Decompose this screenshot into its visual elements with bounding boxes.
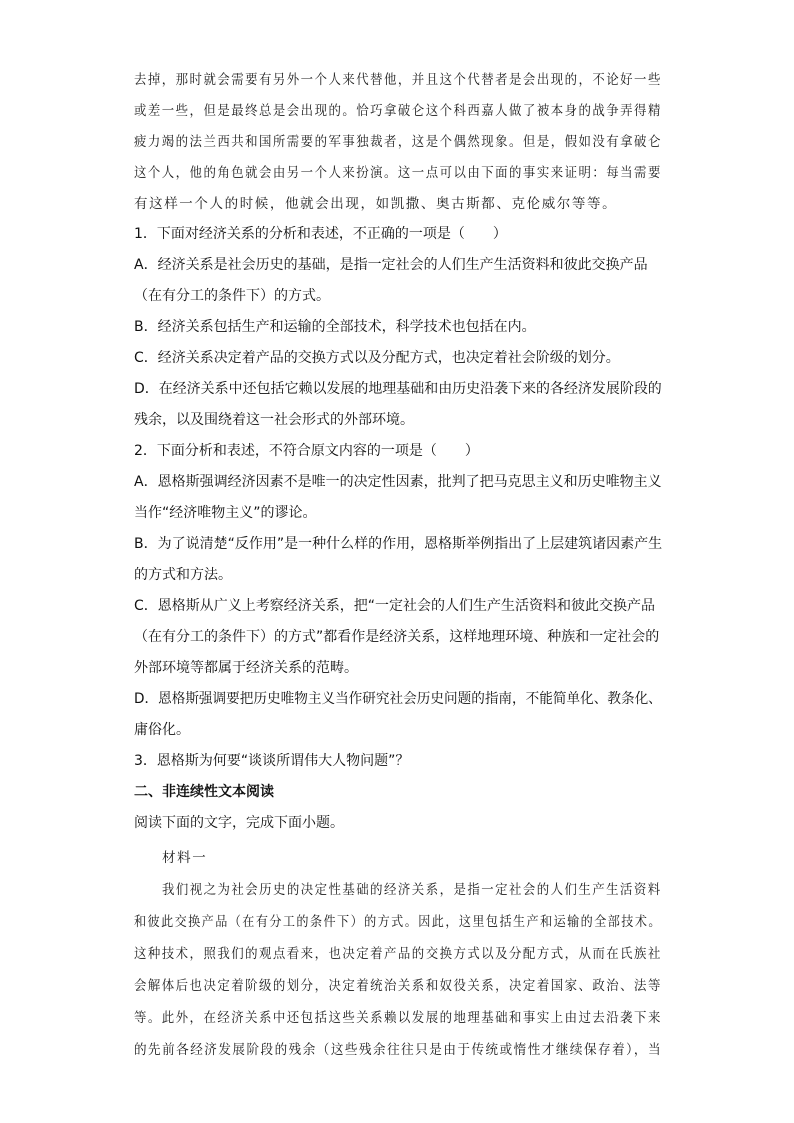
paragraph-line: 疲力竭的法兰西共和国所需要的军事独裁者，这是个偶然现象。但是，假如没有拿破仑 <box>134 134 662 150</box>
question-2-option-d: D．恩格斯强调要把历史唯物主义当作研究社会历史问题的指南，不能简单化、教条化、 <box>134 691 662 707</box>
question-1-stem: 1．下面对经济关系的分析和表述，不正确的一项是（ ） <box>134 226 507 242</box>
material-line: 这种技术，照我们的观点看来，也决定着产品的交换方式以及分配方式，从而在氏族社 <box>134 946 662 962</box>
question-1-option-d-cont: 残余，以及围绕着这一社会形式的外部环境。 <box>134 412 414 428</box>
section-heading: 二、非连续性文本阅读 <box>134 784 274 800</box>
paragraph-line: 或差一些，但是最终总是会出现的。恰巧拿破仑这个科西嘉人做了被本身的战争弄得精 <box>134 103 662 119</box>
question-2-option-b-cont: 的方式和方法。 <box>134 567 232 583</box>
question-2-option-a: A．恩格斯强调经济因素不是唯一的决定性因素，批判了把马克思主义和历史唯物主义 <box>134 474 662 490</box>
question-2-option-c-cont2: 外部环境等都属于经济关系的范畴。 <box>134 660 358 676</box>
question-2-option-d-cont: 庸俗化。 <box>134 722 190 738</box>
question-2-option-c-cont: （在有分工的条件下）的方式”都看作是经济关系，这样地理环境、种族和一定社会的 <box>134 629 660 645</box>
material-line: 等。此外，在经济关系中还包括这些关系赖以发展的地理基础和事实上由过去沿袭下来 <box>134 1010 662 1026</box>
question-2-option-a-cont: 当作“经济唯物主义”的谬论。 <box>134 505 317 521</box>
question-2-option-c: C．恩格斯从广义上考察经济关系，把“一定社会的人们生产生活资料和彼此交换产品 <box>134 598 656 614</box>
material-label: 材料一 <box>162 850 208 866</box>
question-1-option-b: B．经济关系包括生产和运输的全部技术，科学技术也包括在内。 <box>134 319 536 335</box>
paragraph-line: 这个人，他的角色就会由另一个人来扮演。这一点可以由下面的事实来证明：每当需要 <box>134 165 662 181</box>
question-1-option-c: C．经济关系决定着产品的交换方式以及分配方式，也决定着社会阶级的划分。 <box>134 350 620 366</box>
question-1-option-a-cont: （在有分工的条件下）的方式。 <box>134 288 330 304</box>
material-line: 我们视之为社会历史的决定性基础的经济关系，是指一定社会的人们生产生活资料 <box>162 882 662 898</box>
material-line: 和彼此交换产品（在有分工的条件下）的方式。因此，这里包括生产和运输的全部技术。 <box>134 914 662 930</box>
question-1-option-a: A．经济关系是社会历史的基础，是指一定社会的人们生产生活资料和彼此交换产品 <box>134 257 648 273</box>
question-3-stem: 3．恩格斯为何要“谈谈所谓伟大人物问题”？ <box>134 753 410 769</box>
paragraph-line: 有这样一个人的时候，他就会出现，如凯撒、奥古斯都、克伦威尔等等。 <box>134 196 618 212</box>
instruction-text: 阅读下面的文字，完成下面小题。 <box>134 815 344 831</box>
question-1-option-d: D．在经济关系中还包括它赖以发展的地理基础和由历史沿袭下来的各经济发展阶段的 <box>134 381 662 397</box>
material-line: 会解体后也决定着阶级的划分，决定着统治关系和奴役关系，决定着国家、政治、法等 <box>134 978 662 994</box>
question-2-stem: 2．下面分析和表述，不符合原文内容的一项是（ ） <box>134 443 479 459</box>
material-line: 的先前各经济发展阶段的残余（这些残余往往只是由于传统或惰性才继续保存着），当 <box>134 1042 663 1058</box>
question-2-option-b: B．为了说清楚“反作用”是一种什么样的作用，恩格斯举例指出了上层建筑诸因素产生 <box>134 536 663 552</box>
paragraph-line: 去掉，那时就会需要有另外一个人来代替他，并且这个代替者是会出现的，不论好一些 <box>134 72 662 88</box>
